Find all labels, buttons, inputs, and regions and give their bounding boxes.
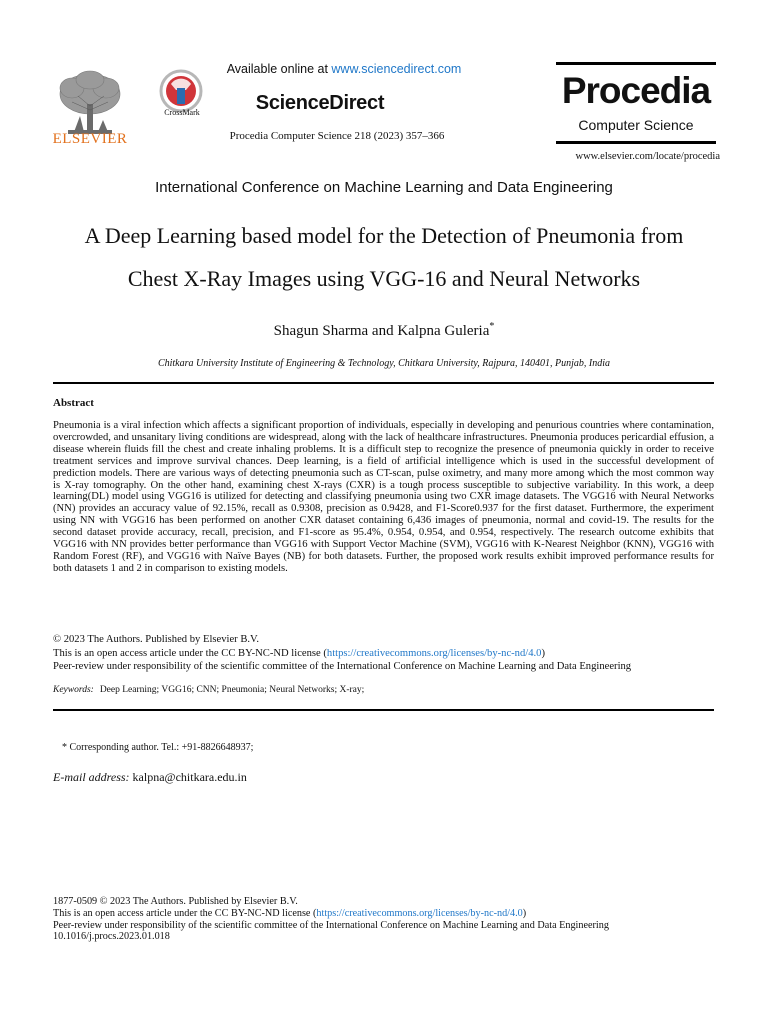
footer-issn-line: 1877-0509 © 2023 The Authors. Published by Elsevier B.V. (53, 896, 298, 907)
license-link[interactable]: https://creativecommons.org/licenses/by-nc-nd/4.0 (326, 647, 542, 659)
copyright-line: © 2023 The Authors. Published by Elsevier B.V. (53, 634, 259, 645)
footer-license-suffix: ) (522, 907, 527, 919)
license-line (53, 647, 714, 661)
abstract-text: Pneumonia is a viral infection which affects a significant proportion of individuals, especially in developing and penurious countries where contamination, overcrowded, and unsanitary living conditions are widespread, along with the lack of healthcare infrastructures. Pneumonia produces pericardial effusion, a disease wherein fluids fill the chest and create inhaling problems. It is a difficult step to recognize the presence of pneumonia quickly in order to receive treatment services and improve survival chances. Deep learning, is a field of artificial intelligence which is used in the successful development of prediction models. There are various ways of detecting pneumonia such as CT-scan, pulse oximetry, and many more among which the most common way is X-ray tomography. On the other hand, examining chest X-rays (CXR) is a tough process susceptible to subjective variability. In this work, a deep learning(DL) model using VGG16 is utilized for detecting and classifying pneumonia using two CXR image datasets. The VGG16 with Neural Networks (NN) provides an accuracy value of 92.15%, recall as 0.9308, precision as 0.9428, and F1-Score0.937 for the first dataset. Furthermore, the experiment using NN with VGG16 has been performed on another CXR dataset containing 6,436 images of pneumonia, normal and covid-19. The results for the second dataset provide accuracy, recall, precision, and F1-score as 95.4%, 0.954, 0.954, and 0.954, respectively. The research outcome exhibits that VGG16 with NN provides better performance than VGG16 with Support Vector Machine (SVM), VGG16 with K-Nearest Neighbor (KNN), VGG16 with Random Forest (RF), and VGG16 with Naïve Bayes (NB) for both datasets. Further, the proposed work results exhibit improved performance results for both datasets 1 and 2 in comparison to existing models. (53, 420, 714, 574)
license-prefix: This is an open access article under the CC BY-NC-ND license ( (53, 647, 327, 659)
abstract-heading: Abstract (53, 397, 94, 409)
paper-title-line-2: Chest X-Ray Images using VGG-16 and Neural Networks (127, 266, 641, 291)
email-line (53, 770, 247, 785)
publisher-wordmark: ELSEVIER (52, 131, 128, 147)
keywords-label: Keywords: (53, 685, 94, 695)
email-label: E-mail address: (53, 770, 130, 784)
journal-url[interactable]: www.elsevier.com/locate/procedia (575, 151, 720, 162)
author-names: Shagun Sharma and Kalpna Guleria (273, 323, 490, 339)
paper-title-line-1: A Deep Learning based model for the Detection of Pneumonia from (84, 223, 684, 248)
page-footer (53, 896, 718, 943)
abstract-top-rule (53, 382, 714, 384)
author-affiliation: Chitkara University Institute of Engineering & Technology, Chitkara University, Rajpura, 140401, Punjab, India (157, 358, 611, 369)
author-list (40, 321, 728, 340)
journal-logo-title: Procedia (561, 70, 711, 111)
sciencedirect-wordmark: ScienceDirect (255, 92, 385, 114)
footer-license-line (53, 908, 718, 920)
copyright-block (53, 633, 714, 674)
corresponding-author-mark[interactable]: * (489, 321, 495, 332)
license-suffix: ) (541, 647, 545, 659)
footer-license-prefix: This is an open access article under the CC BY-NC-ND license ( (53, 907, 317, 919)
conference-name: International Conference on Machine Learning and Data Engineering (155, 179, 613, 196)
keywords-value: Deep Learning; VGG16; CNN; Pneumonia; Neural Networks; X-ray; (99, 685, 365, 695)
crossmark-label: CrossMark (164, 108, 200, 117)
journal-reference: Procedia Computer Science 218 (2023) 357–366 (229, 130, 445, 142)
availability-line (204, 62, 484, 76)
peer-review-line: Peer-review under responsibility of the scientific committee of the International Conference on Machine Learning and Data Engineering (53, 661, 632, 672)
footer-doi[interactable]: 10.1016/j.procs.2023.01.018 (53, 931, 170, 943)
abstract-bottom-rule (53, 709, 714, 711)
sciencedirect-link[interactable]: www.sciencedirect.com (331, 62, 462, 76)
journal-logo-subtitle: Computer Science (578, 117, 694, 133)
footer-peer-review: Peer-review under responsibility of the scientific committee of the International Conference on Machine Learning and Data Engineering (53, 919, 609, 931)
email-address[interactable]: kalpna@chitkara.edu.in (132, 770, 247, 784)
corresponding-author-note: * Corresponding author. Tel.: +91-8826648937; (62, 742, 254, 753)
keywords-line (53, 685, 714, 695)
availability-prefix: Available online at (226, 62, 332, 76)
footer-license-link[interactable]: https://creativecommons.org/licenses/by-nc-nd/4.0 (316, 907, 523, 919)
paper-title (40, 214, 728, 300)
